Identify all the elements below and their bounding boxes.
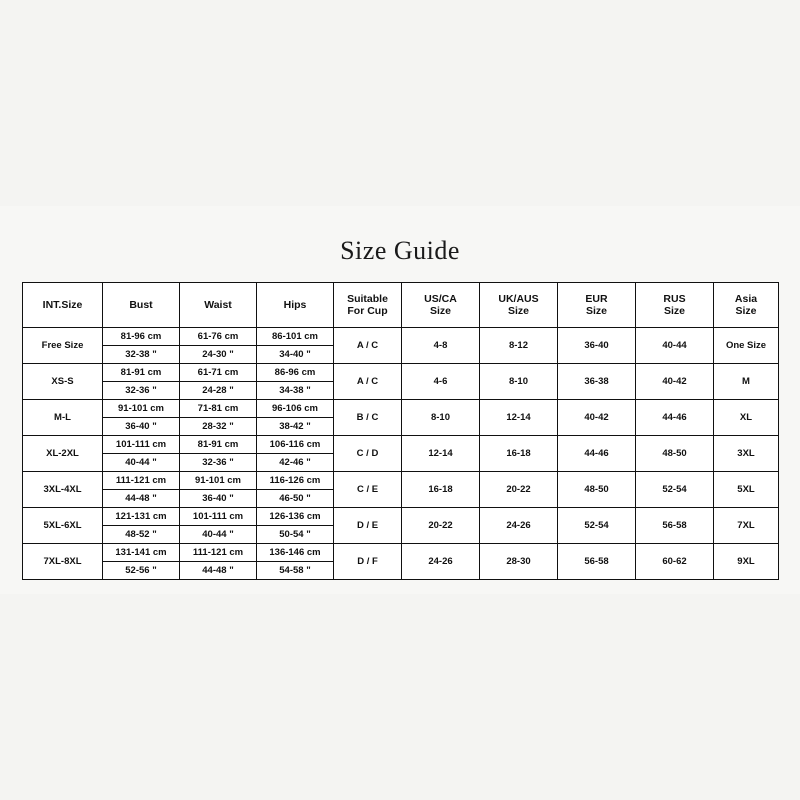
cell-hips: [257, 328, 334, 364]
table-row: [23, 328, 779, 364]
page-title: Size Guide: [340, 236, 460, 265]
cell-uk-aus: 16-18: [480, 436, 558, 472]
cell-waist-inch: 44-48 ": [202, 565, 234, 576]
cell-waist-cm: 61-76 cm: [180, 328, 256, 346]
cell-bust: [103, 472, 180, 508]
column-header-int-size: [23, 283, 103, 328]
cell-waist: [180, 472, 257, 508]
cell-int-size: 3XL-4XL: [23, 472, 103, 508]
cell-hips-inch: 46-50 ": [279, 493, 311, 504]
cell-bust-inch: 36-40 ": [125, 421, 157, 432]
cell-hips: [257, 364, 334, 400]
cell-cup: D / E: [334, 508, 402, 544]
header-line: Size: [585, 305, 607, 317]
cell-uk-aus: 28-30: [480, 544, 558, 580]
cell-int-size: XS-S: [23, 364, 103, 400]
cell-hips: [257, 508, 334, 544]
cell-hips-cm: 136-146 cm: [257, 544, 333, 562]
column-header-eur-size: [558, 283, 636, 328]
table-header-row: [23, 283, 779, 328]
cell-eur: 56-58: [558, 544, 636, 580]
header-line: Size: [429, 305, 451, 317]
table-row: [23, 544, 779, 580]
column-header-waist: [180, 283, 257, 328]
cell-uk-aus: 24-26: [480, 508, 558, 544]
cell-waist-cm: 61-71 cm: [180, 364, 256, 382]
cell-waist: [180, 364, 257, 400]
header-line: Size: [735, 305, 757, 317]
cell-cup: C / E: [334, 472, 402, 508]
cell-hips: [257, 544, 334, 580]
cell-waist-cm: 101-111 cm: [180, 508, 256, 526]
column-header-asia-size: [714, 283, 779, 328]
cell-asia: One Size: [714, 328, 779, 364]
column-header-bust: [103, 283, 180, 328]
cell-cup: B / C: [334, 400, 402, 436]
cell-cup: A / C: [334, 364, 402, 400]
table-row: [23, 472, 779, 508]
cell-us-ca: 4-6: [402, 364, 480, 400]
header-line: INT.Size: [42, 298, 83, 311]
cell-waist-inch: 24-30 ": [202, 349, 234, 360]
cell-bust: [103, 508, 180, 544]
header-line: US/CA: [424, 292, 457, 305]
cell-rus: 56-58: [636, 508, 714, 544]
cell-bust: [103, 436, 180, 472]
cell-rus: 44-46: [636, 400, 714, 436]
cell-int-size: 5XL-6XL: [23, 508, 103, 544]
cell-waist: [180, 508, 257, 544]
cell-asia: XL: [714, 400, 779, 436]
cell-waist-inch: 32-36 ": [202, 457, 234, 468]
cell-int-size: XL-2XL: [23, 436, 103, 472]
header-line: For Cup: [347, 305, 388, 317]
cell-uk-aus: 20-22: [480, 472, 558, 508]
cell-uk-aus: 12-14: [480, 400, 558, 436]
cell-bust: [103, 328, 180, 364]
header-line: Size: [507, 305, 529, 317]
cell-bust-cm: 131-141 cm: [103, 544, 179, 562]
header-line: UK/AUS: [498, 292, 539, 305]
cell-waist: [180, 400, 257, 436]
cell-cup: A / C: [334, 328, 402, 364]
cell-bust: [103, 364, 180, 400]
header-line: Asia: [734, 292, 758, 305]
cell-bust-cm: 81-91 cm: [103, 364, 179, 382]
cell-waist-inch: 40-44 ": [202, 529, 234, 540]
cell-waist: [180, 436, 257, 472]
cell-asia: 9XL: [714, 544, 779, 580]
cell-rus: 40-44: [636, 328, 714, 364]
header-line: Hips: [283, 298, 307, 311]
table-row: [23, 364, 779, 400]
cell-bust-inch: 48-52 ": [125, 529, 157, 540]
column-header-uk-aus-size: [480, 283, 558, 328]
cell-hips: [257, 400, 334, 436]
header-line: RUS: [663, 292, 686, 305]
cell-waist: [180, 328, 257, 364]
cell-bust-cm: 81-96 cm: [103, 328, 179, 346]
cell-us-ca: 8-10: [402, 400, 480, 436]
cell-hips: [257, 436, 334, 472]
cell-bust-inch: 44-48 ": [125, 493, 157, 504]
column-header-us-ca-size: [402, 283, 480, 328]
cell-hips-inch: 54-58 ": [279, 565, 311, 576]
cell-cup: C / D: [334, 436, 402, 472]
cell-cup: D / F: [334, 544, 402, 580]
cell-waist: [180, 544, 257, 580]
cell-bust: [103, 544, 180, 580]
cell-rus: 52-54: [636, 472, 714, 508]
cell-hips-cm: 86-101 cm: [257, 328, 333, 346]
cell-bust-inch: 40-44 ": [125, 457, 157, 468]
cell-us-ca: 20-22: [402, 508, 480, 544]
cell-hips-inch: 38-42 ": [279, 421, 311, 432]
cell-bust-inch: 32-38 ": [125, 349, 157, 360]
cell-waist-cm: 111-121 cm: [180, 544, 256, 562]
cell-waist-cm: 71-81 cm: [180, 400, 256, 418]
table-row: [23, 508, 779, 544]
cell-uk-aus: 8-12: [480, 328, 558, 364]
table-body: [23, 328, 779, 580]
cell-waist-inch: 36-40 ": [202, 493, 234, 504]
column-header-hips: [257, 283, 334, 328]
cell-asia: 7XL: [714, 508, 779, 544]
header-line: Size: [663, 305, 685, 317]
cell-hips-inch: 42-46 ": [279, 457, 311, 468]
header-line: Suitable: [347, 292, 388, 305]
column-header-suitable-for-cup: [334, 283, 402, 328]
size-guide-card: [0, 206, 800, 594]
header-line: Waist: [204, 298, 232, 311]
cell-eur: 40-42: [558, 400, 636, 436]
cell-hips-cm: 116-126 cm: [257, 472, 333, 490]
cell-bust-inch: 52-56 ": [125, 565, 157, 576]
cell-hips-inch: 50-54 ": [279, 529, 311, 540]
cell-eur: 44-46: [558, 436, 636, 472]
cell-hips-cm: 106-116 cm: [257, 436, 333, 454]
cell-rus: 60-62: [636, 544, 714, 580]
cell-eur: 52-54: [558, 508, 636, 544]
cell-us-ca: 12-14: [402, 436, 480, 472]
cell-waist-inch: 24-28 ": [202, 385, 234, 396]
cell-rus: 40-42: [636, 364, 714, 400]
cell-hips-inch: 34-38 ": [279, 385, 311, 396]
cell-bust-cm: 101-111 cm: [103, 436, 179, 454]
cell-bust-inch: 32-36 ": [125, 385, 157, 396]
cell-asia: 5XL: [714, 472, 779, 508]
cell-rus: 48-50: [636, 436, 714, 472]
cell-bust-cm: 91-101 cm: [103, 400, 179, 418]
cell-asia: M: [714, 364, 779, 400]
cell-bust: [103, 400, 180, 436]
cell-bust-cm: 111-121 cm: [103, 472, 179, 490]
cell-hips-inch: 34-40 ": [279, 349, 311, 360]
cell-hips-cm: 86-96 cm: [257, 364, 333, 382]
column-header-rus-size: [636, 283, 714, 328]
size-guide-table: [22, 282, 779, 580]
cell-us-ca: 4-8: [402, 328, 480, 364]
table-row: [23, 400, 779, 436]
cell-hips-cm: 126-136 cm: [257, 508, 333, 526]
cell-us-ca: 16-18: [402, 472, 480, 508]
cell-eur: 48-50: [558, 472, 636, 508]
cell-asia: 3XL: [714, 436, 779, 472]
cell-bust-cm: 121-131 cm: [103, 508, 179, 526]
header-line: EUR: [585, 292, 608, 305]
cell-eur: 36-40: [558, 328, 636, 364]
cell-waist-inch: 28-32 ": [202, 421, 234, 432]
cell-eur: 36-38: [558, 364, 636, 400]
size-table-container: [22, 282, 778, 580]
cell-int-size: M-L: [23, 400, 103, 436]
cell-us-ca: 24-26: [402, 544, 480, 580]
header-line: Bust: [129, 298, 153, 311]
cell-int-size: Free Size: [23, 328, 103, 364]
cell-hips-cm: 96-106 cm: [257, 400, 333, 418]
cell-waist-cm: 91-101 cm: [180, 472, 256, 490]
cell-uk-aus: 8-10: [480, 364, 558, 400]
cell-int-size: 7XL-8XL: [23, 544, 103, 580]
table-row: [23, 436, 779, 472]
cell-hips: [257, 472, 334, 508]
cell-waist-cm: 81-91 cm: [180, 436, 256, 454]
